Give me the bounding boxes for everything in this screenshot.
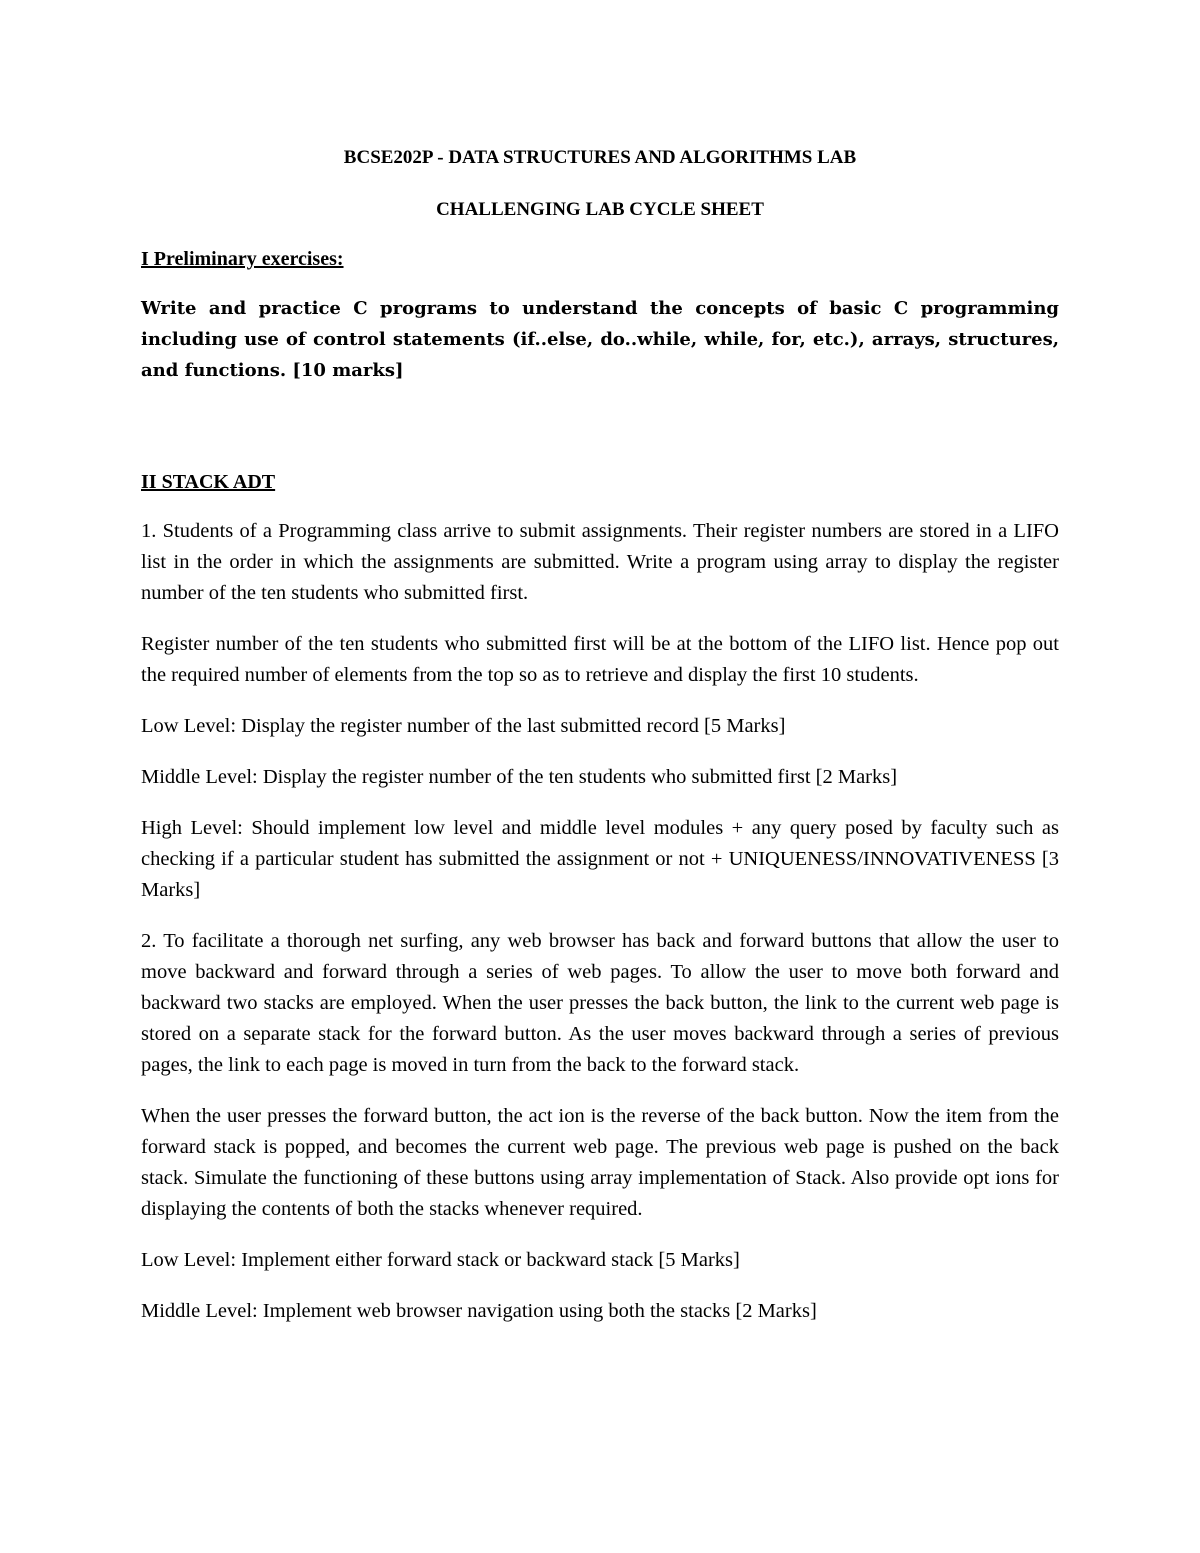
question-1-middle-level: Middle Level: Display the register number of the ten students who submitted first [2 Marks] — [141, 766, 898, 788]
section-heading-stack-adt: II STACK ADT — [141, 471, 276, 493]
question-1-high-level: High Level: Should implement low level and middle level modules + any query posed by faculty such as checking if a particular student has submitted the assignment or not + UNIQUENESS/INNOVATIVENESS [3 Marks] — [141, 817, 1059, 901]
document-subtitle: CHALLENGING LAB CYCLE SHEET — [436, 199, 764, 220]
question-1-low-level: Low Level: Display the register number of the last submitted record [5 Marks] — [141, 715, 786, 737]
document-content — [141, 138, 1059, 1347]
question-2-low-level: Low Level: Implement either forward stack or backward stack [5 Marks] — [141, 1249, 740, 1271]
question-1-text: 1. Students of a Programming class arrive to submit assignments. Their register numbers are stored in a LIFO list in the order in which the assignments are submitted. Write a program using array to display the register number of the ten students who submitted first. — [141, 520, 1059, 604]
section-heading-preliminary: I Preliminary exercises: — [141, 248, 344, 270]
preliminary-exercises-text: Write and practice C programs to understand the concepts of basic C programming including use of control statements (if..else, do..while, while, for, etc.), arrays, structures, and functions. [10 marks] — [141, 298, 1059, 381]
question-2-text: 2. To facilitate a thorough net surfing, any web browser has back and forward buttons that allow the user to move backward and forward through a series of web pages. To allow the user to move both forward and backward two stacks are employed. When the user presses the back button, the link to the current web page is stored on a separate stack for the forward button. As the user moves backward through a series of previous pages, the link to each page is moved in turn from the back to the forward stack. — [141, 930, 1059, 1076]
document-title: BCSE202P - DATA STRUCTURES AND ALGORITHMS LAB — [343, 147, 857, 168]
question-2-forward-text: When the user presses the forward button, the act ion is the reverse of the back button. Now the item from the forward stack is popped, and becomes the current web page. The previous web page is pushed on the back stack. Simulate the functioning of these buttons using array implementation of Stack. Also provide opt ions for displaying the contents of both the stacks whenever required. — [141, 1105, 1059, 1220]
question-1-hint: Register number of the ten students who submitted first will be at the bottom of the LIFO list. Hence pop out the required number of elements from the top so as to retrieve and display the first 10 students. — [141, 633, 1059, 686]
question-2-middle-level: Middle Level: Implement web browser navigation using both the stacks [2 Marks] — [141, 1300, 817, 1322]
